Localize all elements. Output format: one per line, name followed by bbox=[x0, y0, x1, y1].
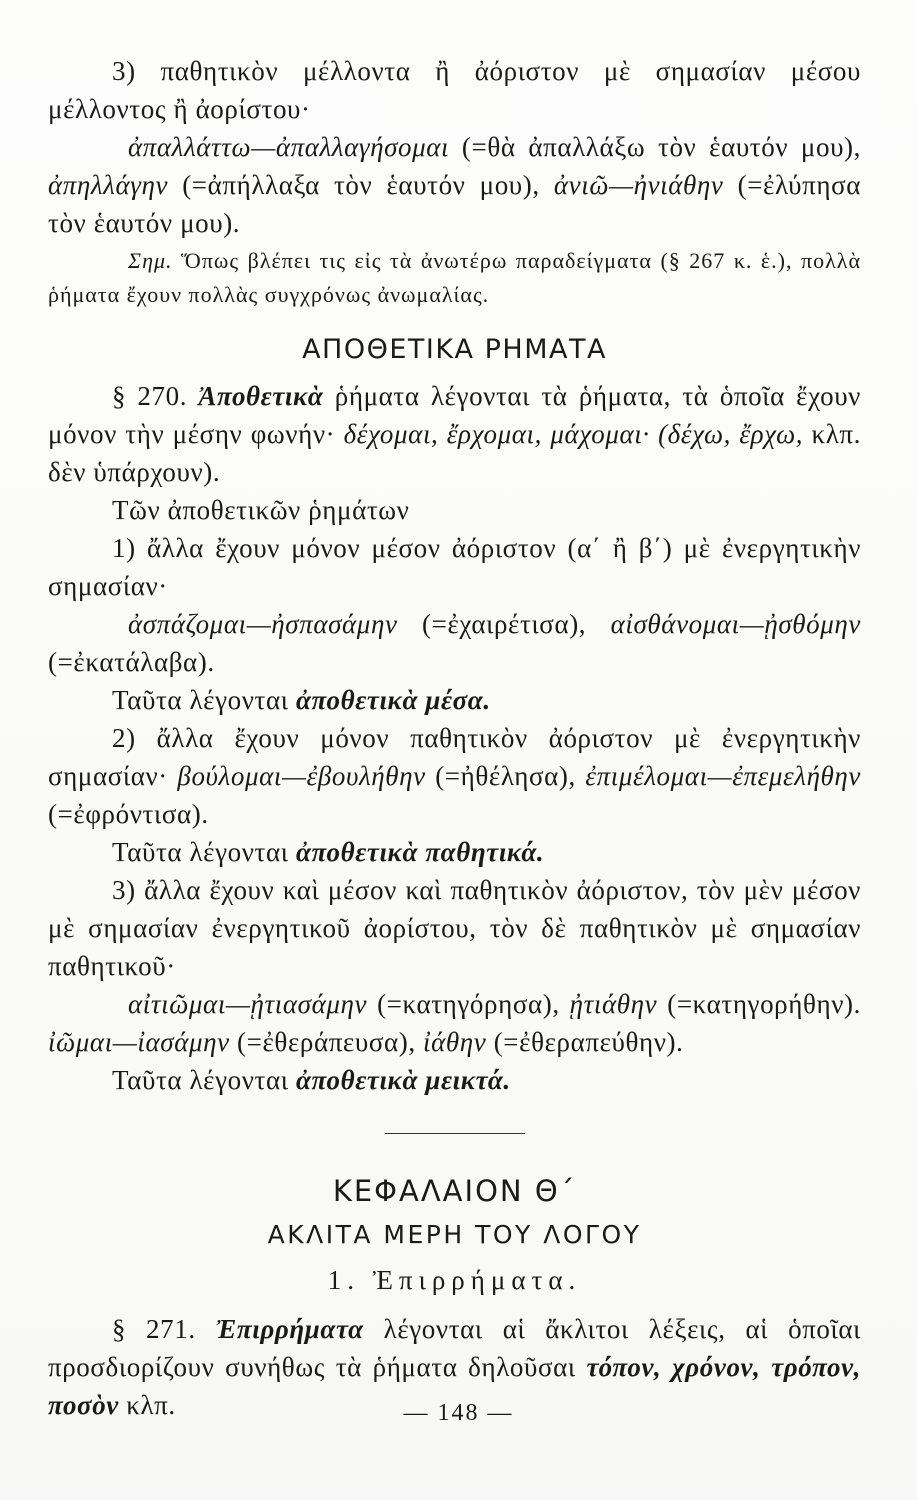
example-gloss: (=ἐλύπησα τὸν ἑαυτόν μου). bbox=[48, 170, 862, 238]
text: 1) ἄλλα ἔχουν μόνον μέσον ἀόριστον (α΄ ἢ β΄) μὲ ἐνεργητικὴν σημασίαν· bbox=[48, 533, 861, 601]
adverb-categories: τόπον, χρόνον, τρόπον, ποσὸν bbox=[48, 1352, 861, 1420]
text: λέγονται αἱ ἄκλιτοι λέξεις, αἱ ὁποῖαι προσδιορίζουν συνήθως τὰ ῥήματα δηλοῦσαι bbox=[48, 1314, 861, 1382]
example-gloss: (=κατηγορήθην). bbox=[657, 989, 861, 1019]
text: Τῶν ἀποθετικῶν ῥημάτων bbox=[112, 495, 410, 525]
chapter-heading: ΚΕΦΑΛΑΙΟΝ Θ΄ bbox=[332, 1174, 577, 1208]
example-verb: βούλομαι—ἐβουλήθην bbox=[177, 761, 426, 791]
note-text: Ὅπως βλέπει τις εἰς τὰ ἀνωτέρω παραδείγματα (§ 267 κ. ἑ.), πολλὰ ῥήματα ἔχουν πολλὰς συγχρόνως ἀνωμαλίας. bbox=[48, 248, 861, 307]
summary-term: ἀποθετικὰ παθητικά. bbox=[295, 837, 545, 867]
text: 3) ἄλλα ἔχουν καὶ μέσον καὶ παθητικὸν ἀόριστον, τὸν μὲν μέσον μὲ σημασίαν ἐνεργητικοῦ ἀορίστου, τὸν δὲ παθητικὸν μὲ σημασίαν παθητικοῦ· bbox=[48, 875, 861, 981]
example-gloss: (=ἐφρόντισα). bbox=[48, 799, 209, 829]
paragraph-category-3 bbox=[48, 871, 861, 985]
example-gloss: (=ἐθεράπευσα), bbox=[229, 1027, 424, 1057]
note-paragraph bbox=[48, 244, 861, 312]
defined-term: Ἀποθετικὰ bbox=[198, 381, 324, 411]
example-verb: ἐπιμέλομαι—ἐπεμελήθην bbox=[585, 761, 862, 791]
divider-rule bbox=[385, 1133, 525, 1134]
example-verb: ἀνιῶ—ἠνιάθην bbox=[553, 170, 724, 200]
example-verb: ἰῶμαι—ἰασάμην bbox=[48, 1027, 230, 1057]
page-number: — 148 — bbox=[403, 1400, 514, 1426]
text: 2) ἄλλα ἔχουν μόνον παθητικὸν ἀόριστον μὲ ἐνεργητικὴν σημασίαν· bbox=[48, 723, 861, 791]
example-verb: ἀπηλλάγην bbox=[48, 170, 169, 200]
example-verb: αἰτιῶμαι—ᾐτιασάμην bbox=[128, 989, 368, 1019]
text: Ταῦτα λέγονται bbox=[112, 837, 296, 867]
paragraph-category-2 bbox=[48, 719, 861, 833]
section-number: § 271. bbox=[112, 1314, 216, 1344]
example-gloss: (=ἀπήλλαξα τὸν ἑαυτόν μου), bbox=[168, 170, 554, 200]
summary-c2 bbox=[48, 833, 861, 871]
section-number: § 270. bbox=[112, 381, 199, 411]
text: 3) παθητικὸν μέλλοντα ἢ ἀόριστον μὲ σημασίαν μέσου μέλλοντος ἢ ἀορίστου· bbox=[48, 56, 861, 124]
paragraph-examples-c3 bbox=[48, 985, 861, 1061]
summary-term: ἀποθετικὰ μέσα. bbox=[295, 685, 491, 715]
example-gloss: (=ἐχαιρέτισα), bbox=[397, 609, 611, 639]
example-verb: ἰάθην bbox=[423, 1027, 487, 1057]
example-verbs: δέχομαι, ἔρχομαι, μάχομαι· (δέχω, ἔρχω, bbox=[343, 419, 804, 449]
chapter-subtitle: ΑΚΛΙΤΑ ΜΕΡΗ ΤΟΥ ΛΟΓΟΥ bbox=[267, 1220, 642, 1249]
text: Ταῦτα λέγονται bbox=[112, 685, 296, 715]
example-verb: αἰσθάνομαι—ᾐσθόμην bbox=[610, 609, 861, 639]
paragraph-270 bbox=[48, 377, 861, 491]
text: κλπ. δὲν ὑπάρχουν). bbox=[48, 419, 861, 487]
example-verb: ἀπαλλάττω—ἀπαλλαγήσομαι bbox=[128, 132, 450, 162]
text: κλπ. bbox=[118, 1390, 176, 1420]
text: Ταῦτα λέγονται bbox=[112, 1065, 296, 1095]
summary-c1 bbox=[48, 681, 861, 719]
example-gloss: (=ἠθέλησα), bbox=[425, 761, 586, 791]
example-verb: ἀσπάζομαι—ἠσπασάμην bbox=[128, 609, 398, 639]
note-label: Σημ. bbox=[128, 248, 173, 273]
paragraph-examples-c1 bbox=[48, 605, 861, 681]
paragraph-future-aorist bbox=[48, 52, 861, 128]
paragraph-category-1 bbox=[48, 529, 861, 605]
example-verb: ᾐτιάθην bbox=[569, 989, 658, 1019]
paragraph-intro-deponents bbox=[48, 491, 861, 529]
summary-c3 bbox=[48, 1061, 861, 1099]
example-gloss: (=θὰ ἀπαλλάξω τὸν ἑαυτόν μου), bbox=[449, 132, 861, 162]
summary-term: ἀποθετικὰ μεικτά. bbox=[295, 1065, 511, 1095]
example-gloss: (=κατηγόρησα), bbox=[367, 989, 570, 1019]
example-gloss: (=ἐθεραπεύθην). bbox=[486, 1027, 684, 1057]
defined-term: Ἐπιρρήματα bbox=[215, 1314, 364, 1344]
subsection-heading: 1. Ἐπιρρήματα. bbox=[327, 1265, 582, 1295]
text: ῥήματα λέγονται τὰ ῥήματα, τὰ ὁποῖα ἔχουν μόνον τὴν μέσην φωνήν· bbox=[48, 381, 861, 449]
section-heading: ΑΠΟΘΕΤΙΚΑ ΡΗΜΑΤΑ bbox=[302, 334, 607, 365]
example-gloss: (=ἐκατάλαβα). bbox=[48, 647, 215, 677]
paragraph-examples-1 bbox=[48, 128, 861, 242]
